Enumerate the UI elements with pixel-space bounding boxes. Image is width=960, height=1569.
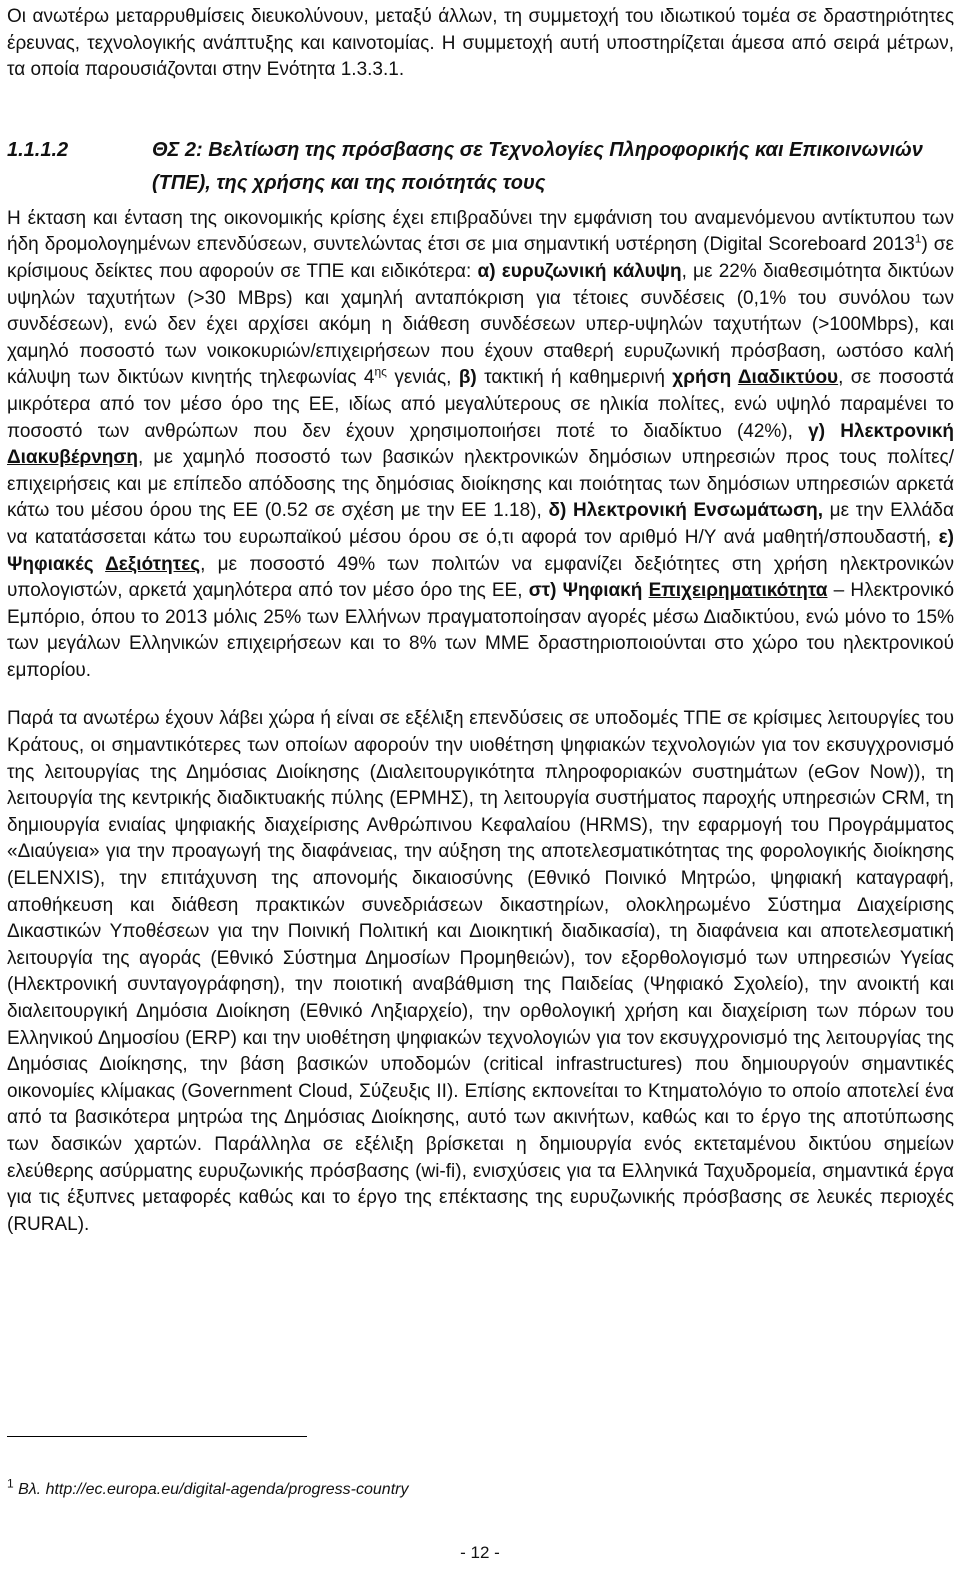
item-st-label: στ) Ψηφιακή bbox=[528, 580, 649, 602]
section-heading bbox=[7, 134, 954, 200]
page-number: - 12 - bbox=[460, 1543, 500, 1562]
item-b-label: β) bbox=[458, 367, 477, 389]
body-paragraph-1 bbox=[7, 206, 954, 685]
item-st-label-2: Επιχειρηματικότητα bbox=[648, 580, 828, 602]
text-run: , με 22% διαθεσιμότητα δικτύων υψηλών ταχυτήτων (>30 MBps) και χαμηλή ανταπόκριση για τέτοιες συνδέσεις (0,1% του συνόλου των συνδέσεων), ενώ δεν έχει αρχίσει ακόμη η διάθεση συνδέσεων υπερ-υψηλών ταχυτήτων (>100Mbps), και χαμηλό ποσοστό των νοικοκυριών/επιχειρήσεων που έχουν σταθερή ευρυζωνική πρόσβαση, ωστόσο καλή κάλυψη των δικτύων κινητής τηλεφωνίας 4 bbox=[7, 260, 954, 389]
item-e-label-2: Δεξιότητες bbox=[105, 553, 201, 575]
text-run: – Ηλεκτρονικό Εμπόριο, όπου το 2013 μόλις 25% των Ελλήνων πραγματοποίησαν αγορές μέσω Διαδικτύου, ενώ μόνο το 15% των μεγάλων Ελληνικών επιχειρήσεων και το 8% των ΜΜΕ δραστηριοποιούνται στο χώρο του ηλεκτρονικού εμπορίου. bbox=[7, 580, 955, 681]
footnote-reference[interactable]: 1 bbox=[914, 232, 922, 247]
body-paragraph-2: Παρά τα ανωτέρω έχουν λάβει χώρα ή είναι σε εξέλιξη επενδύσεις σε υποδομές ΤΠΕ σε κρίσιμες λειτουργίες του Κράτους, οι σημαντικότερες των οποίων αφορούν την υιοθέτηση ψηφιακών τεχνολογιών για τον εκσυγχρονισμό της λειτουργίας της Δημόσιας Διοίκησης (Διαλειτουργικότητα πληροφοριακών συστημάτων (eGov Now)), τη λειτουργία της κεντρικής διαδικτυακής πύλης (ΕΡΜΗΣ), τη λειτουργία συστήματος παροχής υπηρεσιών CRM, τη δημιουργία ενιαίας ψηφιακής διαχείρισης Ανθρώπινου Κεφαλαίου (HRMS), την εφαρμογή του Προγράμματος «Διαύγεια» για την προαγωγή της διαφάνειας, την αύξηση της αποτελεσματικότητας της φορολογικής διοίκησης (ELENXIS), την επιτάχυνση της απονομής δικαιοσύνης (Εθνικό Ποινικό Μητρώο, ψηφιακή καταγραφή, αποθήκευση και διάθεση πρακτικών συνεδριάσεων δικαστηρίων, ολοκληρωμένο Σύστημα Διαχείρισης Δικαστικών Υποθέσεων για την Ποινική Πολιτική και Διοικητική διαδικασία), τη διαφάνεια και αποτελεσματική λειτουργία της αγοράς (Εθνικό Σύστημα Δημοσίων Προμηθειών), τον εξορθολογισμό των υπηρεσιών Υγείας (Ηλεκτρονική συνταγογράφηση), την ποιοτική αναβάθμιση της Παιδείας (Ψηφιακό Σχολείο), την ανοικτή και διαλειτουργική Δημόσια Διοίκηση (Εθνικό Ληξιαρχείο), την ορθολογική χρήση και διαχείριση των πόρων του Ελληνικού Δημοσίου (ERP) και την υιοθέτηση ψηφιακών τεχνολογιών για τον εκσυγχρονισμό της λειτουργίας της Δημόσιας Διοίκησης, την βάση βασικών υποδομών (critical infrastructures) που δημιουργούν σημαντικές οικονομίες κλίμακας (Government Cloud, Σύζευξις ΙΙ). Επίσης εκπονείται το Κτηματολόγιο το οποίο αποτελεί ένα από τα βασικότερα μητρώα της Δημόσιας Διοίκησης, αυτό των ακινήτων, καθώς και το έργο της αποτύπωσης των δασικών χαρτών. Παράλληλα σε εξέλιξη βρίσκεται η δημιουργία ενός εκτεταμένου δικτύου σημείων ελεύθερης ασύρματης ευρυζωνικής πρόσβασης (wi-fi), ενισχύσεις για τα Ελληνικά Ταχυδρομεία, σημαντικά έργα για τις έξυπνες μεταφορές καθώς και το έργο της επέκτασης της ευρυζωνικής πρόσβασης σε λευκές περιοχές (RURAL). bbox=[7, 708, 954, 1235]
text-run: , με χαμηλό ποσοστό των βασικών ηλεκτρονικών δημόσιων υπηρεσιών προς τους πολίτες/επιχειρήσεις και με επίπεδο απόδοσης της δημόσιας διοίκησης και ποιότητας των δημόσιων υπηρεσιών αρκετά κάτω του μέσου όρου της ΕΕ (0.52 σε σχέση με την ΕΕ 1.18), bbox=[7, 447, 954, 522]
text-run: Η έκταση και ένταση της οικονομικής κρίσης έχει επιβραδύνει την εμφάνιση του αναμενόμενου αντίκτυπου των ήδη δρομολογημένων επενδύσεων, συντελώντας έτσι σε μια σημαντική υστέρηση (Digital Scoreboard 2013 bbox=[7, 207, 954, 256]
text-run: γενιάς, bbox=[386, 367, 459, 389]
text-run: με την Ελλάδα να κατατάσσεται κάτω του ευρωπαϊκού μέσου όρου σε ό,τι αφορά τον αριθμό Η/Υ ανά μαθητή/σπουδαστή, bbox=[7, 500, 954, 548]
text-run: , με ποσοστό 49% των πολιτών να εμφανίζει δεξιότητες στη χρήση ηλεκτρονικών υπολογιστών, αρκετά χαμηλότερα από τον μέσο όρο της ΕΕ, bbox=[7, 553, 955, 602]
text-run: ) σε κρίσιμους δείκτες που αφορούν σε ΤΠΕ και ειδικότερα: bbox=[7, 234, 954, 282]
text-run: τακτική ή καθημερινή bbox=[476, 367, 673, 389]
section-title: ΘΣ 2: Βελτίωση της πρόσβασης σε Τεχνολογίες Πληροφορικής και Επικοινωνιών (ΤΠΕ), της χρήσης και της ποιότητάς τους bbox=[152, 138, 923, 194]
item-g-label-2: Διακυβέρνηση bbox=[7, 447, 138, 469]
item-e-label: ε) Ψηφιακές bbox=[7, 526, 954, 575]
superscript-ordinal: ης bbox=[374, 365, 387, 380]
footnote-mark: 1 bbox=[7, 1476, 14, 1491]
item-g-label: γ) Ηλεκτρονική bbox=[808, 420, 954, 442]
section-number: 1.1.1.2 bbox=[7, 138, 69, 161]
footnote bbox=[7, 1476, 409, 1500]
footnote-separator bbox=[7, 1436, 307, 1437]
text-run: , σε ποσοστά μικρότερα από τον μέσο όρο της ΕΕ, ιδίως από μεγαλύτερους σε ηλικία πολίτες, ενώ υψηλό παραμένει το ποσοστό των ανθρώπων που δεν έχουν χρησιμοποιήσει ποτέ το διαδίκτυο (42%), bbox=[7, 367, 955, 442]
footnote-text[interactable]: Βλ. http://ec.europa.eu/digital-agenda/progress-country bbox=[13, 1481, 409, 1498]
item-b-use: χρήση bbox=[672, 367, 738, 389]
intro-paragraph: Οι ανωτέρω μεταρρυθμίσεις διευκολύνουν, μεταξύ άλλων, τη συμμετοχή του ιδιωτικού τομέα σε δραστηριότητες έρευνας, τεχνολογικής ανάπτυξης και καινοτομίας. Η συμμετοχή αυτή υποστηρίζεται άμεσα από σειρά μέτρων, τα οποία παρουσιάζονται στην Ενότητα 1.3.3.1. bbox=[7, 6, 954, 81]
item-a-label: α) ευρυζωνική κάλυψη bbox=[477, 260, 682, 282]
item-d-label: δ) Ηλεκτρονική Ενσωμάτωση, bbox=[548, 500, 823, 522]
item-b-internet: Διαδικτύου bbox=[737, 367, 839, 389]
